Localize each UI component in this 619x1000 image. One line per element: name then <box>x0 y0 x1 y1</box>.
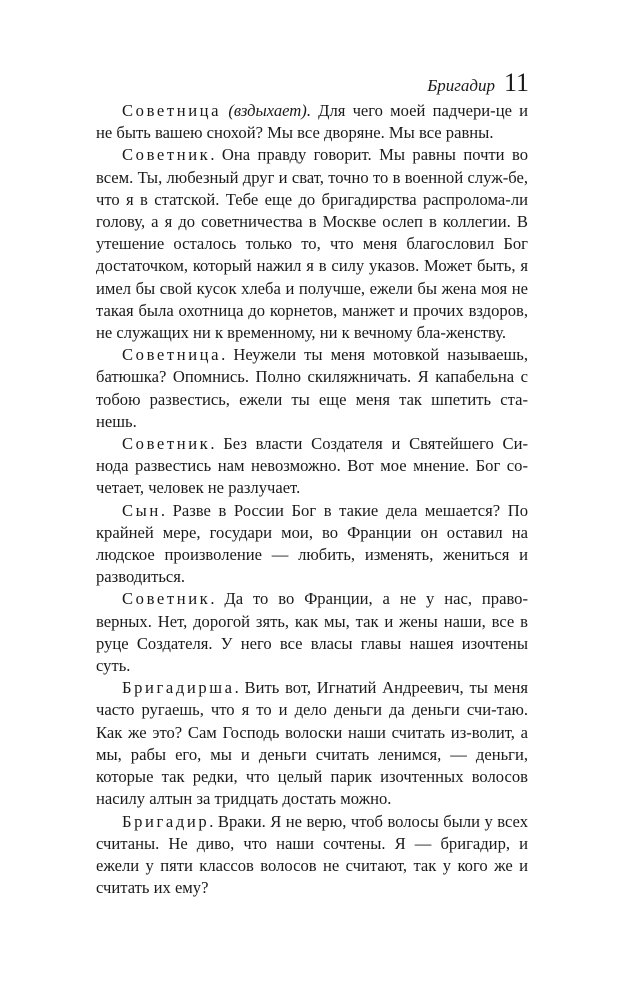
page-number: 11 <box>503 68 529 97</box>
dialogue-paragraph <box>96 677 528 810</box>
line-text: и разводиться. <box>96 545 528 587</box>
line-text: нода развестись нам невозможно. Вот мое мнение. Бог со- <box>96 456 528 476</box>
speaker-name: Советница <box>122 345 222 365</box>
line-text: . Неужели ты меня мотовкой называешь, <box>221 345 528 365</box>
speaker-name: Советник <box>122 434 211 454</box>
line-text: верных. Нет, дорогой зять, как мы, так и жены наши, все <box>96 611 515 631</box>
line-text: у всех считаны. Не диво, что наши сочтены. Я — бригадир, <box>96 811 528 853</box>
stage-direction: (вздыхает). <box>221 101 311 120</box>
line-text: четает, человек не разлучает. <box>96 478 301 498</box>
line-text: . Вить вот, Игнатий Андреевич, ты <box>234 678 488 698</box>
dialogue-paragraph <box>96 344 528 433</box>
line-text: людское произволение — любить, изменять, жениться <box>96 545 510 565</box>
line-text: равны. <box>445 123 494 143</box>
line-text: меня часто ругаешь, что я то и дело деньги да деньги счи- <box>96 678 529 720</box>
line-text: . Разве в России Бог в такие дела мешается? По <box>160 500 528 520</box>
dialogue-paragraph <box>96 144 528 344</box>
speaker-name: Бригадирша <box>122 678 235 698</box>
line-text: . Да то во Франции, а не у нас, право- <box>210 589 528 609</box>
speaker-name: Советник <box>122 145 211 165</box>
line-text: нешь. <box>96 411 137 431</box>
dialogue-paragraph <box>96 433 528 500</box>
line-text: ли голову, а я до советничества в Москве ослеп в коллегии. <box>96 189 528 232</box>
line-text: достаточком, который нажил я в силу указов. Может быть, <box>96 256 516 276</box>
line-text: вздоров, не служащих ни к временному, ни к вечному бла- <box>96 300 529 343</box>
line-text: в руце Создателя. У него все власы главы нашея изочтены <box>96 611 528 653</box>
line-text: . Без власти Создателя и Святейшего Си- <box>210 434 528 454</box>
page-header <box>427 70 529 100</box>
dialogue-paragraph <box>96 588 528 677</box>
speaker-name: Сын <box>122 500 161 520</box>
speaker-name: Бригадир <box>122 811 210 831</box>
speaker-name: Советница <box>122 101 222 120</box>
line-text: Для чего моей падчери- <box>310 101 496 120</box>
line-text: не такая была охотница до корнетов, манжет и прочих <box>96 278 528 320</box>
speaker-name: Советник <box>122 589 211 609</box>
line-text: я имел бы свой кусок хлеба и получше, ежели бы жена моя <box>96 256 528 298</box>
line-text: суть. <box>96 656 131 676</box>
line-text: таю. Как же это? Сам Господь волоски наши считать из- <box>96 700 528 742</box>
line-text: . Враки. Я не верю, чтоб волосы были <box>209 811 480 831</box>
line-text: . Она правду говорит. Мы равны почти во <box>210 145 528 165</box>
line-text: В утешение осталось только то, что меня благословил Бог <box>96 212 528 254</box>
line-text: бе, что я в статской. Тебе еще до бригадирства распролома- <box>96 167 528 209</box>
dialogue-paragraph <box>96 500 528 589</box>
play-text <box>96 100 528 899</box>
line-text: и считать их ему? <box>96 855 528 898</box>
line-text: волосов насилу алтын за тридцать достать можно. <box>96 767 528 809</box>
line-text: всем. Ты, любезный друг и сват, точно то в военной служ- <box>96 167 509 187</box>
line-text: волит, а мы, рабы его, мы и деньги считать ленимся, — <box>96 722 528 764</box>
line-text: крайней мере, государи мои, во Франции он оставил на <box>96 522 528 542</box>
line-text: женству. <box>445 323 507 343</box>
dialogue-paragraph <box>96 100 528 144</box>
line-text: деньги, которые так редки, что целый парик изочтенных <box>96 744 528 787</box>
line-text: батюшка? Опомнись. Полно скиляжничать. Я капабельна <box>96 367 515 387</box>
line-text: це и не быть вашею снохой? Мы все дворяне. Мы все <box>96 101 528 143</box>
line-text: с тобою развестись, ежели ты еще меня так шпетить ста- <box>96 367 528 409</box>
running-title: Бригадир <box>427 76 495 95</box>
line-text: и ежели у пяти классов волосов не считают, так у кого же <box>96 833 528 875</box>
dialogue-paragraph <box>96 811 528 900</box>
